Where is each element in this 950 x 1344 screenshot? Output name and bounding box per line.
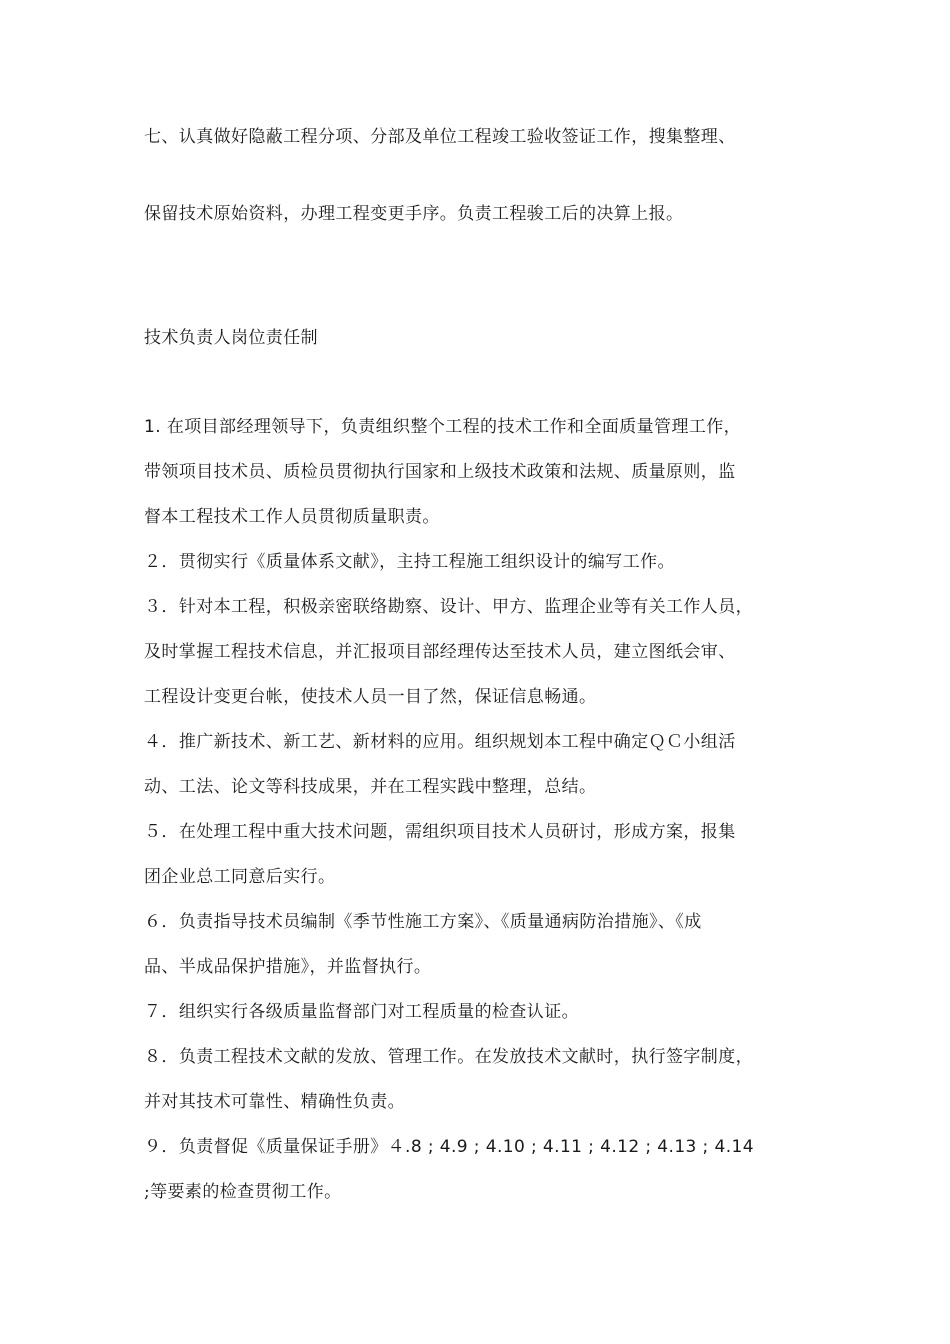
list-item-6-line-2: 品、半成品保护措施》，并监督执行。 — [144, 957, 432, 977]
list-item-8-line-1 — [144, 1045, 824, 1069]
item-number: ４． — [144, 732, 179, 752]
item-text: 负责指导技术员编制《季节性施工方案》、《质量通病防治措施》、《成 — [178, 912, 702, 932]
item-text: 在处理工程中重大技术问题，需组织项目技术人员研讨，形成方案，报集 — [178, 822, 736, 842]
list-item-5-line-1 — [144, 820, 824, 844]
list-item-5-line-2: 团企业总工同意后实行。 — [144, 867, 336, 887]
item-number: ２． — [144, 552, 179, 572]
list-item-9-line-2: ;等要素的检查贯彻工作。 — [144, 1182, 342, 1202]
item-number: ９． — [144, 1137, 179, 1157]
list-item-4-line-2: 动、工法、论文等科技成果，并在工程实践中整理，总结。 — [144, 777, 597, 797]
list-item-6-line-1 — [144, 910, 824, 934]
item-text: 在项目部经理领导下，负责组织整个工程的技术工作和全面质量管理工作， — [166, 417, 742, 437]
list-item-3-line-1 — [144, 595, 824, 619]
list-item-3-line-2: 及时掌握工程技术信息，并汇报项目部经理传达至技术人员，建立图纸会审、 — [144, 642, 736, 662]
list-item-1-line-1 — [144, 415, 824, 439]
list-item-3-line-3: 工程设计变更台帐，使技术人员一目了然，保证信息畅通。 — [144, 687, 597, 707]
list-item-1-line-3: 督本工程技术工作人员贯彻质量职责。 — [144, 507, 440, 527]
intro-line-1: 七、认真做好隐蔽工程分项、分部及单位工程竣工验收签证工作，搜集整理、 — [144, 127, 736, 147]
intro-line-2: 保留技术原始资料，办理工程变更手序。负责工程骏工后的决算上报。 — [144, 204, 684, 224]
item-number: ８． — [144, 1047, 179, 1067]
item-text: 负责工程技术文献的发放、管理工作。在发放技术文献时，执行签字制度， — [178, 1047, 754, 1067]
section-heading: 技术负责人岗位责任制 — [144, 328, 318, 348]
list-item-7-line-1 — [144, 1000, 824, 1024]
item-number: 1. — [144, 417, 162, 437]
item-number: ６． — [144, 912, 179, 932]
list-item-4-line-1 — [144, 730, 824, 754]
item-text: 推广新技术、新工艺、新材料的应用。组织规划本工程中确定ＱＣ小组活 — [178, 732, 736, 752]
item-clause-numbers: .8 ; 4.9 ; 4.10 ; 4.11 ; 4.12 ; 4.13 ; 4.14 — [405, 1137, 754, 1157]
item-text: 针对本工程，积极亲密联络勘察、设计、甲方、监理企业等有关工作人员， — [178, 597, 754, 617]
item-text: 负责督促《质量保证手册》４ — [178, 1137, 406, 1157]
item-number: ３． — [144, 597, 179, 617]
item-text: 组织实行各级质量监督部门对工程质量的检查认证。 — [178, 1002, 580, 1022]
list-item-9-line-1 — [144, 1135, 824, 1159]
item-number: ５． — [144, 822, 179, 842]
item-number: ７． — [144, 1002, 179, 1022]
item-text: 贯彻实行《质量体系文献》，主持工程施工组织设计的编写工作。 — [178, 552, 675, 572]
list-item-2-line-1 — [144, 550, 824, 574]
list-item-1-line-2: 带领项目技术员、质检员贯彻执行国家和上级技术政策和法规、质量原则，监 — [144, 462, 736, 482]
list-item-8-line-2: 并对其技术可靠性、精确性负责。 — [144, 1092, 405, 1112]
